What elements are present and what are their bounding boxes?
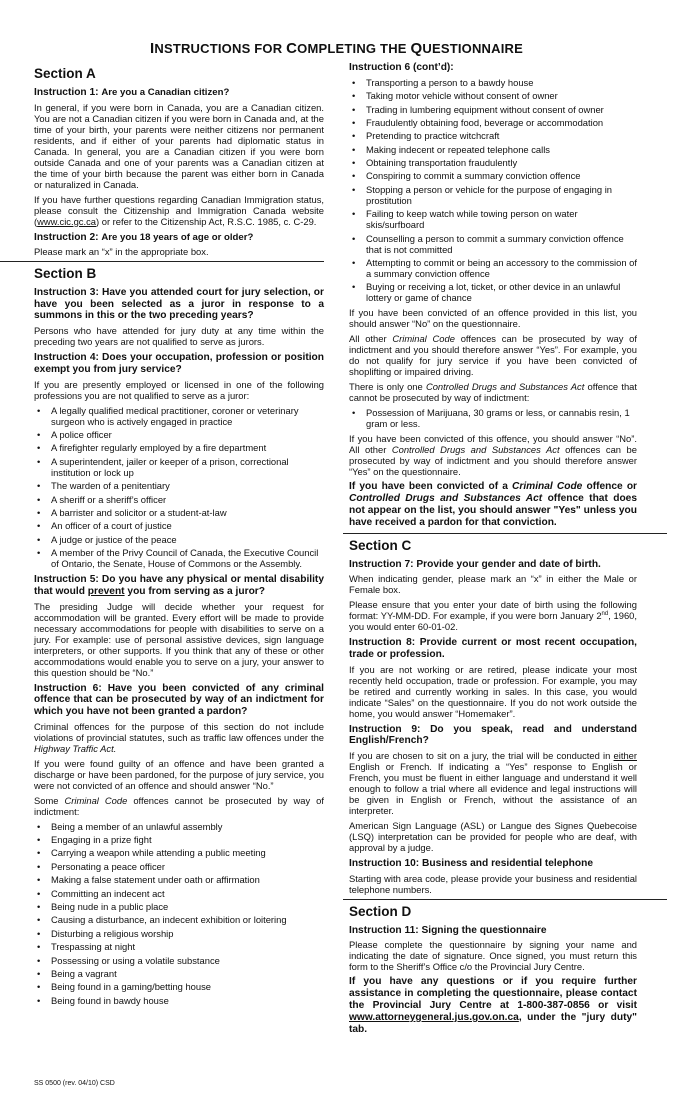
attorney-general-website-link[interactable]: www.attorneygeneral.jus.gov.on.ca <box>349 1011 519 1023</box>
list-item: • A judge or justice of the peace <box>34 534 324 545</box>
list-item: • Trading in lumbering equipment without consent of owner <box>349 104 637 115</box>
summary-offences-list <box>34 821 324 1006</box>
list-item: • A legally qualified medical practitioner, coroner or veterinary surgeon who is actively engaged in practice <box>34 405 324 427</box>
list-item: • A superintendent, jailer or keeper of a prison, correctional institution or lock up <box>34 456 324 478</box>
instruction-1-text: In general, if you were born in Canada, you are a Canadian citizen. You are not a Canadian citizen if you were born in Canada and, at the time of your birth, your parents were neither citizens nor permanent residents, and if either of your parents had diplomatic status in Canada. In general, you are a Canadian citizen if you were born outside Canada and one of your parents was a Canadian citizen at the time of your birth because the parent was either born in Canada or naturalized in Canada. <box>34 101 324 190</box>
exempt-professions-list <box>34 405 324 570</box>
drug-offence-list <box>349 407 637 429</box>
list-item: • Conspiring to commit a summary conviction offence <box>349 170 637 181</box>
list-item: • A barrister and solicitor or a student-at-law <box>34 507 324 518</box>
list-item: • A firefighter regularly employed by a fire department <box>34 442 324 453</box>
list-item: • Fraudulently obtaining food, beverage or accommodation <box>349 117 637 128</box>
list-item: • Committing an indecent act <box>34 888 324 899</box>
instruction-2-heading: Instruction 2: Are you 18 years of age or older? <box>34 231 254 243</box>
instruction-9-sign-language-text: American Sign Language (ASL) or Langue des Signes Quebecoise (LSQ) interpretation can be provided for people who are deaf, with approval by a judge. <box>349 820 637 854</box>
list-item: • Obtaining transportation fraudulently <box>349 157 637 168</box>
instruction-6-heading: Instruction 6: Have you been convicted of any criminal offence that can be prosecuted by way of an indictment for which you have not been granted a pardon? <box>34 682 324 717</box>
instruction-11-text: Please complete the questionnaire by signing your name and indicating the date of signature. Once signed, you must return this form to the Sheriff’s Office c/o the Provincial Jury Centre. <box>349 939 637 973</box>
list-item: • An officer of a court of justice <box>34 520 324 531</box>
instruction-6-summary-text: Some Criminal Code offences cannot be prosecuted by way of indictment: <box>34 794 324 817</box>
list-item: • Attempting to commit or being an accessory to the commission of a summary conviction offence <box>349 257 637 279</box>
instruction-2-text: Please mark an “x” in the appropriate box. <box>34 246 209 258</box>
list-item: • Taking motor vehicle without consent of owner <box>349 90 637 101</box>
instruction-5-text: The presiding Judge will decide whether your request for accommodation will be granted. Every effort will be made to provide necessary accommodations for people with disabilities to serve on a jury. For example: use of personal assistive devices, sign language interpreters, or other supports. If you think that any of these or other accommodations would enable you to serve on a jury, your answer to this question should be “No.” <box>34 600 324 678</box>
list-item: • Being a vagrant <box>34 968 324 979</box>
list-item: • Pretending to practice witchcraft <box>349 130 637 141</box>
list-item: • A police officer <box>34 429 324 440</box>
list-item: • Personating a peace officer <box>34 861 324 872</box>
instruction-6-answer-no: If you have been convicted of an offence provided in this list, you should answer “No” on the questionnaire. <box>349 307 637 330</box>
section-b-heading: Section B <box>34 266 97 282</box>
instruction-1-heading: Instruction 1: Are you a Canadian citizen? <box>34 86 230 98</box>
list-item: • Making indecent or repeated telephone calls <box>349 144 637 155</box>
list-item: • Causing a disturbance, an indecent exhibition or loitering <box>34 914 324 925</box>
instruction-6-text: Criminal offences for the purpose of this section do not include violations of provincial statutes, such as traffic law offences under the Highway Traffic Act. <box>34 720 324 754</box>
list-item: • Stopping a person or vehicle for the purpose of engaging in prostitution <box>349 184 637 206</box>
instruction-4-heading: Instruction 4: Does your occupation, profession or position exempt you from jury service? <box>34 352 324 375</box>
instruction-10-text: Starting with area code, please provide your business and residential telephone numbers. <box>349 872 637 895</box>
cic-website-link[interactable]: www.cic.gc.ca <box>37 215 96 227</box>
list-item: • A sheriff or a sheriff’s officer <box>34 494 324 505</box>
instruction-6-discharge-text: If you were found guilty of an offence and have been granted a discharge or have been pardoned, for the purpose of jury service, you were not convicted of an offence and should answer “No.” <box>34 757 324 791</box>
form-number: SS 0500 (rev. 04/10) CSD <box>34 1080 115 1087</box>
instruction-1-more: If you have further questions regarding Canadian Immigration status, please consult the Citizenship and Immigration Canada website (www.cic.gc.ca) or refer to the Citizenship Act, R.S.C. 1985, c. C-29. <box>34 193 324 227</box>
instruction-5-heading: Instruction 5: Do you have any physical or mental disability that would prevent you from serving as a juror? <box>34 574 324 597</box>
right-column <box>349 62 637 1039</box>
instruction-7-heading: Instruction 7: Provide your gender and date of birth. <box>349 558 601 570</box>
instruction-4-text: If you are presently employed or licensed in one of the following professions you are not qualified to serve as a juror: <box>34 378 324 401</box>
instruction-6-drugs-text: There is only one Controlled Drugs and Substances Act offence that cannot be prosecuted by way of indictment: <box>349 381 637 404</box>
instruction-9-text: If you are chosen to sit on a jury, the trial will be conducted in either English or French. If indicating a “Yes” response to English or French, you must be fluent in either language and understand it well enough to follow a trial where all evidence and legal instructions will be given in English or French, without the assistance of an interpreter. <box>349 750 637 817</box>
list-item: • Carrying a weapon while attending a public meeting <box>34 847 324 858</box>
instruction-8-heading: Instruction 8: Provide current or most recent occupation, trade or profession. <box>349 637 637 660</box>
instruction-8-text: If you are not working or are retired, please indicate your most recently held occupation, trade or profession. For example, you may be retired and currently working in sales. In this case, you would indicate “Sales” on the questionnaire. If you do not work outside the home, you would answer “Homemaker”. <box>349 663 637 719</box>
list-item: • Buying or receiving a lot, ticket, or other device in an unlawful lottery or game of chance <box>349 281 637 303</box>
section-d-heading: Section D <box>349 903 412 919</box>
section-divider <box>343 533 667 534</box>
instruction-6-answer-yes: All other Criminal Code offences can be prosecuted by way of indictment and you should therefore answer “Yes”. For example, you do not qualify for jury service if you have been convicted of shoplifting or impaired driving. <box>349 333 637 378</box>
section-divider <box>0 261 324 262</box>
list-item: • Counselling a person to commit a summary conviction offence that is not committed <box>349 233 637 255</box>
list-item: • Trespassing at night <box>34 941 324 952</box>
section-a-heading: Section A <box>34 66 96 81</box>
list-item: • Possession of Marijuana, 30 grams or less, or cannabis resin, 1 gram or less. <box>349 407 637 429</box>
instruction-6-drugs-answer: If you have been convicted of this offence, you should answer “No”. All other Controlled Drugs and Substances Act offences can be prosecuted by way of indictment and you should therefore answer “Yes” on the questionnaire. <box>349 433 637 478</box>
instruction-7-gender-text: When indicating gender, please mark an “x” in either the Male or Female box. <box>349 573 637 596</box>
list-item: • Being found in bawdy house <box>34 995 324 1006</box>
list-item: • Possessing or using a volatile substance <box>34 955 324 966</box>
list-item: • Engaging in a prize fight <box>34 834 324 845</box>
instruction-10-heading: Instruction 10: Business and residential telephone <box>349 858 593 870</box>
summary-offences-list-cont <box>349 77 637 304</box>
instruction-6-pardon-note: If you have been convicted of a Criminal Code offence or Controlled Drugs and Substances Act offence that does not appear on the list, you should answer "Yes" unless you have received a pardon for that conviction. <box>349 481 638 528</box>
list-item: • Being found in a gaming/betting house <box>34 981 324 992</box>
list-item: • Transporting a person to a bawdy house <box>349 77 637 88</box>
list-item: • Disturbing a religious worship <box>34 928 324 939</box>
section-divider <box>343 899 667 900</box>
instruction-9-heading: Instruction 9: Do you speak, read and understand English/French? <box>349 723 637 747</box>
list-item: • The warden of a penitentiary <box>34 480 324 491</box>
instruction-3-text: Persons who have attended for jury duty at any time within the preceding two years are not qualified to serve as jurors. <box>34 325 324 348</box>
instruction-11-heading: Instruction 11: Signing the questionnaire <box>349 924 547 936</box>
list-item: • A member of the Privy Council of Canada, the Executive Council of Ontario, the Senate, House of Commons or the Assembly. <box>34 547 324 569</box>
list-item: • Being nude in a public place <box>34 901 324 912</box>
list-item: • Making a false statement under oath or affirmation <box>34 874 324 885</box>
instruction-6-cont-heading: Instruction 6 (cont’d): <box>349 62 454 73</box>
list-item: • Being a member of an unlawful assembly <box>34 821 324 832</box>
contact-note: If you have any questions or if you require further assistance in completing the questionnaire, please contact the Provincial Jury Centre at 1-800-387-0856 or visit www.attorneygeneral.jus.gov.on.ca, under the "jury duty" tab. <box>349 976 637 1035</box>
section-c-heading: Section C <box>349 537 412 553</box>
instruction-7-dob-text: Please ensure that you enter your date of birth using the following format: YY-MM-DD. For example, if you were born January 2nd, 1960, you would enter 60-01-02. <box>349 599 638 633</box>
page-title: INSTRUCTIONS FOR COMPLETING THE QUESTIONNAIRE <box>149 40 523 57</box>
left-column <box>34 62 324 1010</box>
instruction-3-heading: Instruction 3: Have you attended court for jury selection, or have you been selected as a juror in response to a summons in this or the two preceding years? <box>34 287 324 322</box>
list-item: • Failing to keep watch while towing person on water skis/surfboard <box>349 208 637 230</box>
